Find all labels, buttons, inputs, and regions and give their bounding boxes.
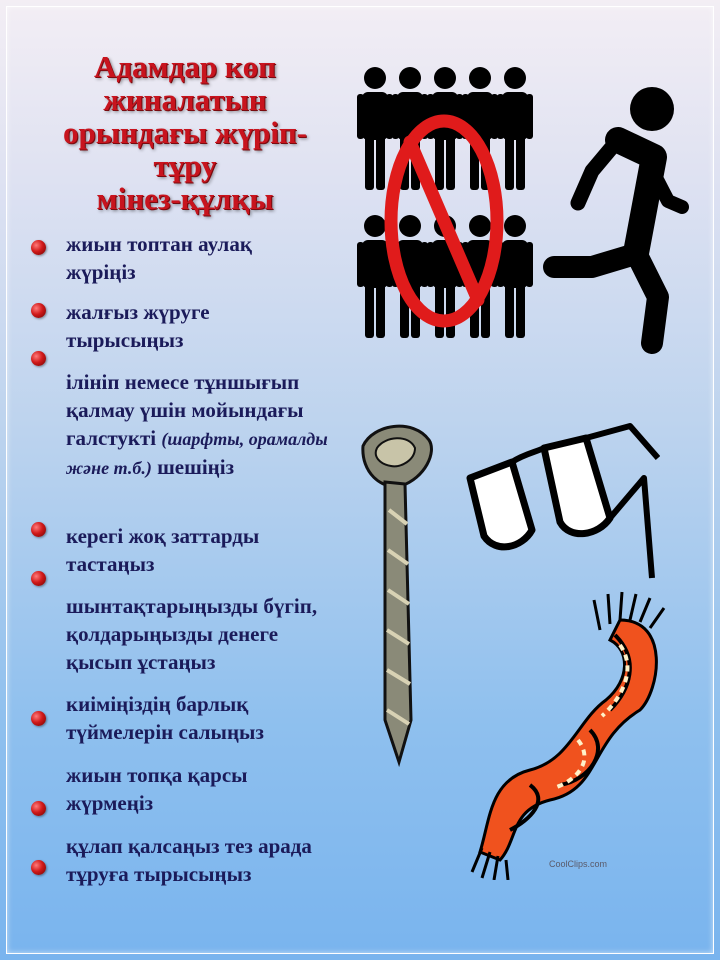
list-item: киіміңіздің барлық түймелерін салыңыз [66, 692, 264, 744]
credit-text: CoolClips.com [549, 859, 608, 869]
necktie-icon [355, 420, 445, 770]
title-line: жиналатын [103, 82, 267, 117]
bullet-icon [31, 571, 46, 586]
eyeglasses-icon [462, 418, 660, 588]
item-text: шешіңіз [157, 455, 235, 479]
running-person-icon [540, 75, 690, 355]
page-title [20, 50, 350, 215]
title-line: тұру [153, 148, 217, 183]
list-item [66, 368, 366, 482]
list-item: құлап қалсаңыз тез арада тұруға тырысыңыз [66, 834, 312, 886]
list-item: керегі жоқ заттарды тастаңыз [66, 524, 260, 576]
list-item: жиын топтан аулақ жүріңіз [66, 232, 252, 284]
bullet-icon [31, 303, 46, 318]
title-line: орындағы жүріп- [62, 115, 308, 150]
item-text: ілініп немесе тұншығып қалмау үшін мойындағы галстукті [66, 370, 304, 450]
bullet-icon [31, 711, 46, 726]
list-item: жиын топқа қарсы жүрмеңіз [66, 763, 248, 815]
bullet-icon [31, 522, 46, 537]
title-line: мінез-құлқы [96, 181, 274, 216]
bullet-icon [31, 860, 46, 875]
bullet-icon [31, 801, 46, 816]
title-line: Адамдар көп [93, 49, 277, 84]
bullet-icon [31, 351, 46, 366]
scarf-icon [470, 590, 692, 880]
item-note: (шарфты, орамалды және т.б.) [66, 429, 328, 478]
list-item: шынтақтарыңызды бүгіп, қолдарыңызды денеге қысып ұстаңыз [66, 594, 318, 674]
bullet-icon [31, 240, 46, 255]
prohibition-sign-icon [382, 112, 506, 330]
list-item: жалғыз жүруге тырысыңыз [66, 300, 210, 352]
